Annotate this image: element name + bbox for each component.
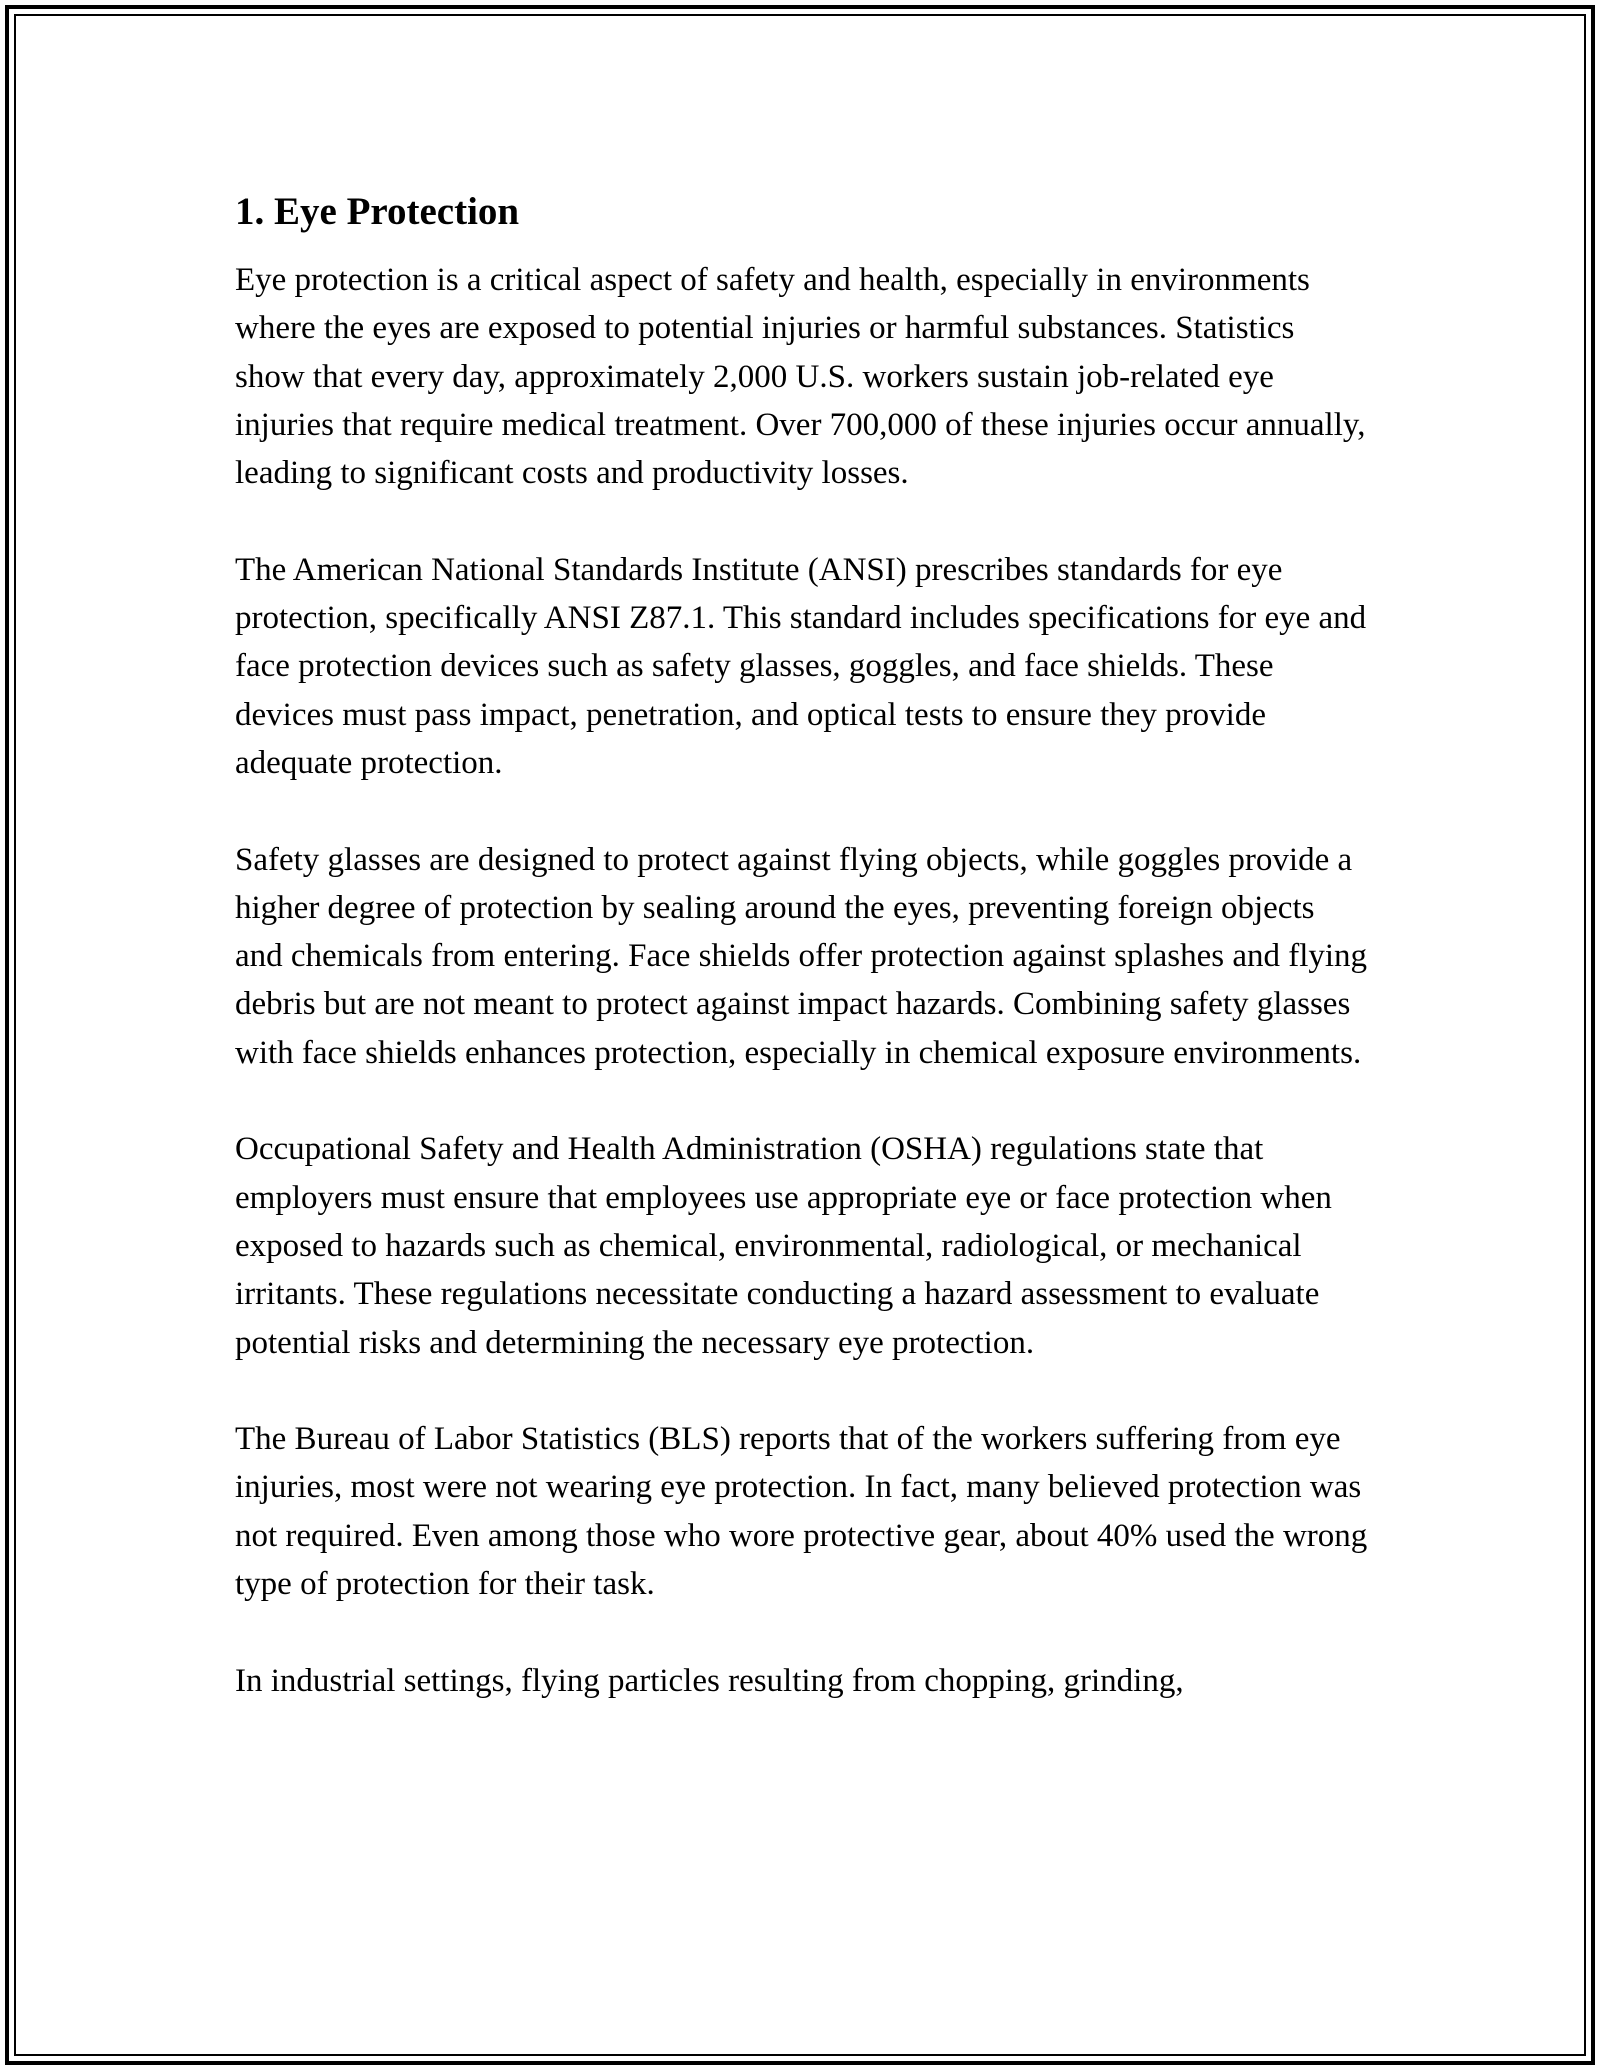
paragraph: Occupational Safety and Health Administration (OSHA) regulations state that employers must ensure that employees use appropriate eye or face protection when exposed to hazards such as chemical, environmental, radiological, or mechanical irritants. These regulations necessitate conducting a hazard assessment to evaluate potential risks and determining the necessary eye protection.: [235, 1131, 1332, 1361]
paragraph: Safety glasses are designed to protect against flying objects, while goggles provide a higher degree of protection by sealing around the eyes, preventing foreign objects and chemicals from entering. Face shields offer protection against splashes and flying debris but are not meant to protect against impact hazards. Combining safety glasses with face shields enhances protection, especially in chemical exposure environments.: [235, 841, 1368, 1071]
paragraph: Eye protection is a critical aspect of safety and health, especially in environments where the eyes are exposed to potential injuries or harmful substances. Statistics show that every day, approximately 2,000 U.S. workers sustain job-related eye injuries that require medical treatment. Over 700,000 of these injuries occur annually, leading to significant costs and productivity losses.: [235, 262, 1366, 492]
paragraph: The American National Standards Institute (ANSI) prescribes standards for eye protection, specifically ANSI Z87.1. This standard includes specifications for eye and face protection devices such as safety glasses, goggles, and face shields. These devices must pass impact, penetration, and optical tests to ensure they provide adequate protection.: [235, 551, 1367, 781]
paragraph: In industrial settings, flying particles resulting from chopping, grinding,: [235, 1662, 1184, 1699]
section-title: 1. Eye Protection: [235, 190, 520, 233]
document-body: [235, 186, 1370, 1753]
paragraph: The Bureau of Labor Statistics (BLS) reports that of the workers suffering from eye injuries, most were not wearing eye protection. In fact, many believed protection was not required. Even among those who wore protective gear, about 40% used the wrong type of protection for their task.: [235, 1421, 1368, 1603]
